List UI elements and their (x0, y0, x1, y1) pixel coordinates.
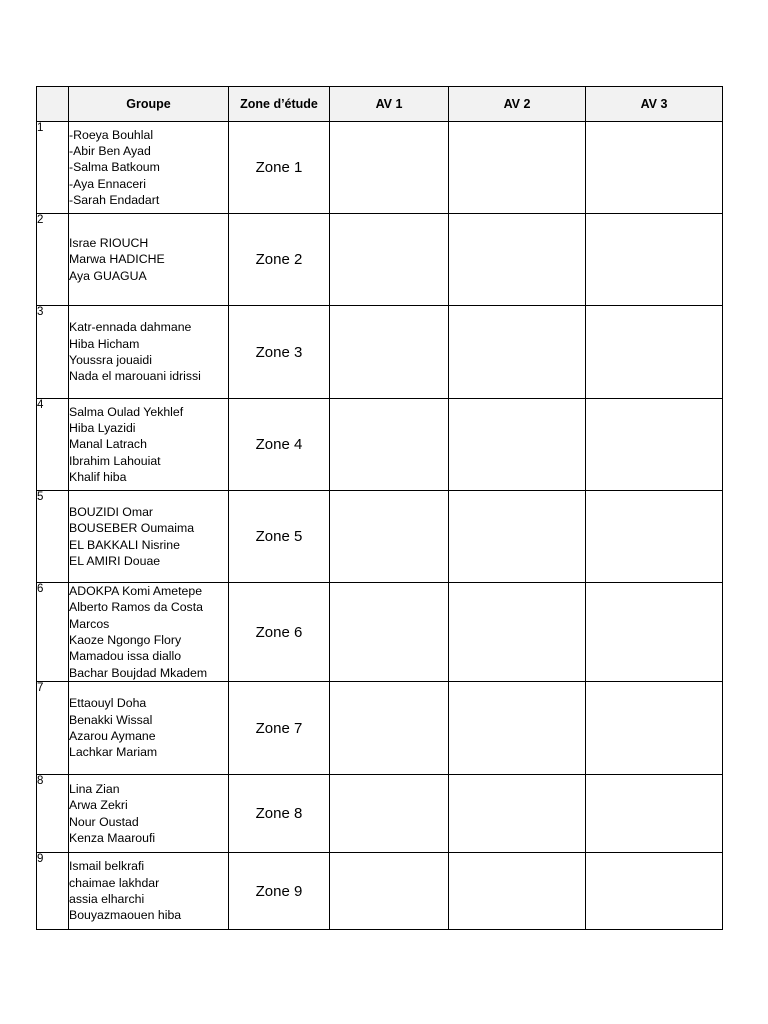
av1-cell (330, 122, 449, 214)
member-name: Azarou Aymane (69, 729, 156, 743)
member-name: -Aya Ennaceri (69, 176, 147, 191)
member-name: Hiba Hicham (69, 336, 140, 351)
av1-cell (330, 775, 449, 853)
row-number: 6 (37, 583, 69, 682)
zone-cell: Zone 1 (229, 122, 330, 214)
zone-cell: Zone 2 (229, 214, 330, 306)
table-row (37, 682, 723, 775)
member-name: Katr-ennada dahmane (69, 320, 192, 335)
av2-cell (449, 122, 586, 214)
table-row (37, 583, 723, 682)
member-name: Arwa Zekri (69, 798, 128, 813)
av3-cell (586, 583, 723, 682)
row-number: 1 (37, 122, 69, 214)
row-number: 2 (37, 214, 69, 306)
member-name: Ettaouyl Doha (69, 696, 147, 711)
av3-cell (586, 682, 723, 775)
zone-cell: Zone 6 (229, 583, 330, 682)
zone-cell: Zone 3 (229, 306, 330, 399)
member-name: Kaoze Ngongo Flory (69, 633, 182, 647)
group-members-cell (69, 491, 229, 583)
member-name: Lachkar Mariam (69, 745, 158, 760)
group-members-cell (69, 775, 229, 853)
av2-cell (449, 306, 586, 399)
member-name: chaimae lakhdar (69, 875, 160, 890)
member-name: BOUZIDI Omar (69, 504, 154, 519)
member-name: Israe RIOUCH (69, 236, 149, 251)
member-name: Khalif hiba (69, 469, 127, 484)
av3-cell (586, 306, 723, 399)
av1-cell (330, 853, 449, 930)
zone-cell: Zone 5 (229, 491, 330, 583)
member-name: ADOKPA Komi Ametepe (69, 584, 203, 599)
member-name: -Sarah Endadart (69, 192, 160, 207)
av3-cell (586, 491, 723, 583)
av1-cell (330, 399, 449, 491)
table-row (37, 853, 723, 930)
table-row (37, 491, 723, 583)
member-name: Nour Oustad (69, 814, 139, 829)
member-name: EL BAKKALI Nisrine (69, 537, 180, 552)
zone-cell: Zone 8 (229, 775, 330, 853)
av1-cell (330, 583, 449, 682)
header-zone: Zone d’étude (229, 87, 330, 122)
member-name: Mamadou issa diallo (69, 649, 182, 664)
row-number: 5 (37, 491, 69, 583)
av3-cell (586, 399, 723, 491)
zone-cell: Zone 4 (229, 399, 330, 491)
header-av1: AV 1 (330, 87, 449, 122)
table-row (37, 399, 723, 491)
av3-cell (586, 853, 723, 930)
av1-cell (330, 306, 449, 399)
member-name: Lina Zian (69, 781, 120, 796)
header-groupe: Groupe (69, 87, 229, 122)
member-name: Kenza Maaroufi (69, 830, 156, 845)
zone-cell: Zone 9 (229, 853, 330, 930)
member-name: Marwa HADICHE (69, 252, 165, 267)
av2-cell (449, 399, 586, 491)
zone-cell: Zone 7 (229, 682, 330, 775)
group-members-cell (69, 122, 229, 214)
table-row (37, 775, 723, 853)
groups-table (36, 86, 723, 930)
group-members-cell (69, 399, 229, 491)
row-number: 9 (37, 853, 69, 930)
table-body (37, 122, 723, 930)
row-number: 8 (37, 775, 69, 853)
member-name: Hiba Lyazidi (69, 421, 136, 436)
group-members-cell (69, 682, 229, 775)
member-name: Ismail belkrafi (69, 859, 145, 874)
av2-cell (449, 853, 586, 930)
table-row (37, 306, 723, 399)
member-name: Marcos (69, 616, 110, 631)
member-name: Aya GUAGUA (69, 268, 147, 283)
row-number: 4 (37, 399, 69, 491)
av3-cell (586, 214, 723, 306)
member-name: BOUSEBER Oumaima (69, 521, 195, 536)
member-name: Salma Oulad Yekhlef (69, 404, 184, 419)
table-row (37, 214, 723, 306)
member-name: -Roeya Bouhlal (69, 127, 154, 142)
row-number: 3 (37, 306, 69, 399)
row-number: 7 (37, 682, 69, 775)
member-name: -Salma Batkoum (69, 160, 160, 175)
table-row (37, 122, 723, 214)
av2-cell (449, 214, 586, 306)
group-members-cell (69, 583, 229, 682)
member-name: Benakki Wissal (69, 712, 153, 727)
av2-cell (449, 682, 586, 775)
member-name: Youssra jouaidi (69, 353, 152, 367)
av2-cell (449, 491, 586, 583)
header-av2: AV 2 (449, 87, 586, 122)
member-name: Bachar Boujdad Mkadem (69, 665, 208, 680)
av2-cell (449, 583, 586, 682)
group-members-cell (69, 306, 229, 399)
group-members-cell (69, 214, 229, 306)
member-name: Manal Latrach (69, 437, 147, 452)
header-num (37, 87, 69, 122)
member-name: Alberto Ramos da Costa (69, 600, 203, 615)
member-name: Ibrahim Lahouiat (69, 453, 161, 468)
av3-cell (586, 122, 723, 214)
av1-cell (330, 491, 449, 583)
header-row (37, 87, 723, 122)
av2-cell (449, 775, 586, 853)
member-name: Bouyazmaouen hiba (69, 908, 182, 923)
av3-cell (586, 775, 723, 853)
av1-cell (330, 214, 449, 306)
group-members-cell (69, 853, 229, 930)
member-name: -Abir Ben Ayad (69, 144, 151, 159)
member-name: EL AMIRI Douae (69, 553, 161, 568)
member-name: assia elharchi (69, 892, 145, 906)
av1-cell (330, 682, 449, 775)
member-name: Nada el marouani idrissi (69, 369, 201, 384)
header-av3: AV 3 (586, 87, 723, 122)
